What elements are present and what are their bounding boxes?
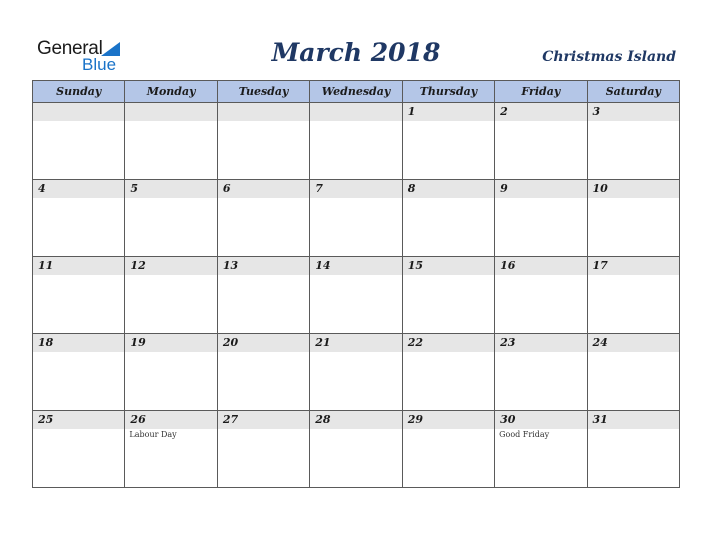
day-number: 23 — [495, 334, 586, 352]
day-number: 17 — [588, 257, 679, 275]
day-number: 19 — [125, 334, 216, 352]
day-number: 25 — [33, 411, 124, 429]
day-number: 2 — [495, 103, 586, 121]
brand-logo — [37, 38, 127, 74]
day-number: 3 — [588, 103, 679, 121]
week-row — [33, 103, 680, 180]
day-number: 5 — [125, 180, 216, 198]
day-number: 20 — [218, 334, 309, 352]
day-number: 30 — [495, 411, 586, 429]
week-row — [33, 411, 680, 488]
day-cell[interactable] — [125, 257, 217, 334]
day-cell[interactable] — [125, 334, 217, 411]
day-cell[interactable] — [125, 103, 217, 180]
day-cell[interactable] — [587, 411, 679, 488]
day-cell[interactable] — [310, 334, 402, 411]
day-number: 7 — [310, 180, 401, 198]
calendar-title: March 2018 — [271, 38, 441, 67]
day-number: 6 — [218, 180, 309, 198]
day-number: 22 — [403, 334, 494, 352]
day-cell[interactable] — [587, 334, 679, 411]
day-cell[interactable] — [495, 103, 587, 180]
logo-triangle-icon — [101, 42, 120, 56]
day-number: 27 — [218, 411, 309, 429]
day-number — [33, 103, 124, 121]
calendar-grid — [32, 80, 680, 488]
day-cell[interactable] — [33, 411, 125, 488]
day-number: 29 — [403, 411, 494, 429]
day-number: 14 — [310, 257, 401, 275]
day-number — [310, 103, 401, 121]
day-cell[interactable] — [217, 257, 309, 334]
day-number: 1 — [403, 103, 494, 121]
weekday-saturday: Saturday — [587, 81, 679, 103]
weekday-wednesday: Wednesday — [310, 81, 402, 103]
day-cell[interactable] — [217, 180, 309, 257]
day-cell[interactable] — [125, 411, 217, 488]
day-number: 12 — [125, 257, 216, 275]
day-cell[interactable] — [310, 411, 402, 488]
day-number: 28 — [310, 411, 401, 429]
day-cell[interactable] — [495, 411, 587, 488]
day-cell[interactable] — [587, 180, 679, 257]
day-cell[interactable] — [402, 257, 494, 334]
day-cell[interactable] — [310, 257, 402, 334]
day-cell[interactable] — [402, 334, 494, 411]
day-number: 8 — [403, 180, 494, 198]
week-row — [33, 257, 680, 334]
day-number — [125, 103, 216, 121]
day-cell[interactable] — [310, 103, 402, 180]
day-cell[interactable] — [495, 334, 587, 411]
day-number: 9 — [495, 180, 586, 198]
day-cell[interactable] — [495, 257, 587, 334]
day-cell[interactable] — [33, 334, 125, 411]
holiday-label: Labour Day — [129, 430, 177, 439]
logo-text-general: General — [37, 38, 103, 59]
weekday-monday: Monday — [125, 81, 217, 103]
weekday-friday: Friday — [495, 81, 587, 103]
weekday-header-row — [33, 81, 680, 103]
day-number: 15 — [403, 257, 494, 275]
day-cell[interactable] — [402, 411, 494, 488]
week-row — [33, 334, 680, 411]
day-cell[interactable] — [495, 180, 587, 257]
day-number: 16 — [495, 257, 586, 275]
day-cell[interactable] — [125, 180, 217, 257]
holiday-label: Good Friday — [499, 430, 550, 439]
week-row — [33, 180, 680, 257]
day-number: 24 — [588, 334, 679, 352]
day-number — [218, 103, 309, 121]
weekday-thursday: Thursday — [402, 81, 494, 103]
day-cell[interactable] — [33, 257, 125, 334]
day-number: 21 — [310, 334, 401, 352]
day-cell[interactable] — [217, 334, 309, 411]
day-cell[interactable] — [587, 103, 679, 180]
day-cell[interactable] — [33, 180, 125, 257]
day-cell[interactable] — [402, 180, 494, 257]
weekday-tuesday: Tuesday — [217, 81, 309, 103]
logo-text-blue: Blue — [82, 55, 117, 74]
day-number: 13 — [218, 257, 309, 275]
day-cell[interactable] — [33, 103, 125, 180]
day-number: 26 — [125, 411, 216, 429]
day-cell[interactable] — [587, 257, 679, 334]
day-cell[interactable] — [402, 103, 494, 180]
day-number: 4 — [33, 180, 124, 198]
region-label: Christmas Island — [542, 49, 676, 65]
day-number: 31 — [588, 411, 679, 429]
day-number: 18 — [33, 334, 124, 352]
day-number: 10 — [588, 180, 679, 198]
day-number: 11 — [33, 257, 124, 275]
weekday-sunday: Sunday — [33, 81, 125, 103]
day-cell[interactable] — [217, 103, 309, 180]
day-cell[interactable] — [310, 180, 402, 257]
day-cell[interactable] — [217, 411, 309, 488]
